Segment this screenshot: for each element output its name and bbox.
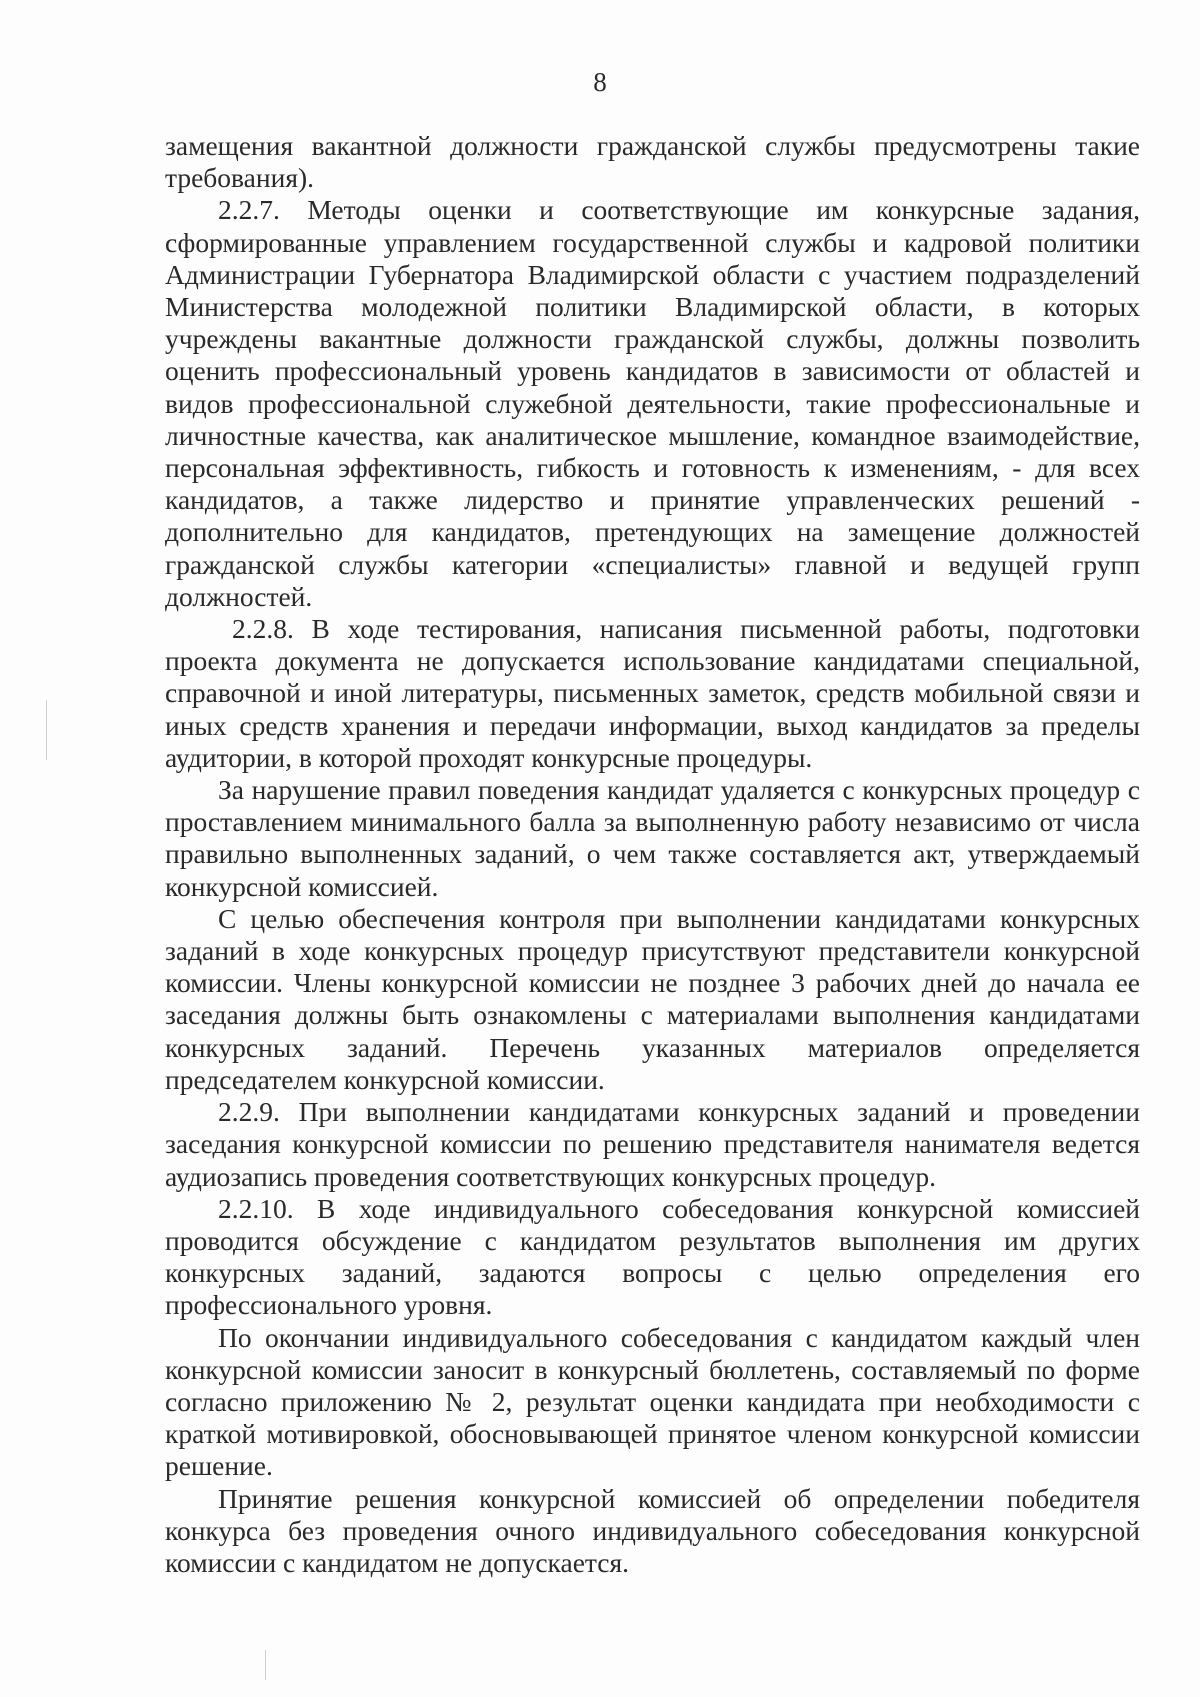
scan-mark <box>46 700 47 760</box>
paragraph-decision: Принятие решения конкурсной комиссией об определении победителя конкурса без проведения очного индивидуального собеседования конкурсной комиссии с кандидатом не допускается. <box>165 1482 1140 1578</box>
paragraph-violation: За нарушение правил поведения кандидат удаляется с конкурсных процедур с проставлением минимального балла за выполненную работу независимо от числа правильно выполненных заданий, о чем также составляется акт, утверждаемый конкурсной комиссией. <box>165 774 1140 902</box>
paragraph-2-2-7: 2.2.7. Методы оценки и соответствующие им конкурсные задания, сформированные управлением государственной службы и кадровой политики Администрации Губернатора Владимирской области с участием подразделений Министерства молодежной политики Владимирской области, в которых учреждены вакантные должности гражданской службы, должны позволить оценить профессиональный уровень кандидатов в зависимости от областей и видов профессиональной служебной деятельности, такие профессиональные и личностные качества, как аналитическое мышление, командное взаимодействие, персональная эффективность, гибкость и готовность к изменениям, - для всех кандидатов, а также лидерство и принятие управленческих решений - дополнительно для кандидатов, претендующих на замещение должностей гражданской службы категории «специалисты» главной и ведущей групп должностей. <box>165 194 1140 612</box>
document-body <box>165 130 1140 1579</box>
paragraph-control: С целью обеспечения контроля при выполнении кандидатами конкурсных заданий в ходе конкурсных процедур присутствуют представители конкурсной комиссии. Члены конкурсной комиссии не позднее 3 рабочих дней до начала ее заседания должны быть ознакомлены с материалами выполнения кандидатами конкурсных заданий. Перечень указанных материалов определяется председателем конкурсной комиссии. <box>165 902 1140 1095</box>
paragraph-ballot: По окончании индивидуального собеседования с кандидатом каждый член конкурсной комиссии заносит в конкурсный бюллетень, составляемый по форме согласно приложению № 2, результат оценки кандидата при необходимости с краткой мотивировкой, обосновывающей принятое членом конкурсной комиссии решение. <box>165 1321 1140 1482</box>
page-number: 8 <box>593 67 607 97</box>
paragraph-2-2-8: 2.2.8. В ходе тестирования, написания письменной работы, подготовки проекта документа не допускается использование кандидатами специальной, справочной и иной литературы, письменных заметок, средств мобильной связи и иных средств хранения и передачи информации, выход кандидатов за пределы аудитории, в которой проходят конкурсные процедуры. <box>165 613 1140 773</box>
scan-mark <box>265 1650 266 1680</box>
paragraph-continuation: замещения вакантной должности гражданской службы предусмотрены такие требования). <box>165 130 1140 194</box>
paragraph-2-2-10: 2.2.10. В ходе индивидуального собеседования конкурсной комиссией проводится обсуждение с кандидатом результатов выполнения им других конкурсных заданий, задаются вопросы с целью определения его профессионального уровня. <box>165 1192 1140 1321</box>
paragraph-2-2-9: 2.2.9. При выполнении кандидатами конкурсных заданий и проведении заседания конкурсной комиссии по решению представителя нанимателя ведется аудиозапись проведения соответствующих конкурсных процедур. <box>165 1096 1140 1192</box>
